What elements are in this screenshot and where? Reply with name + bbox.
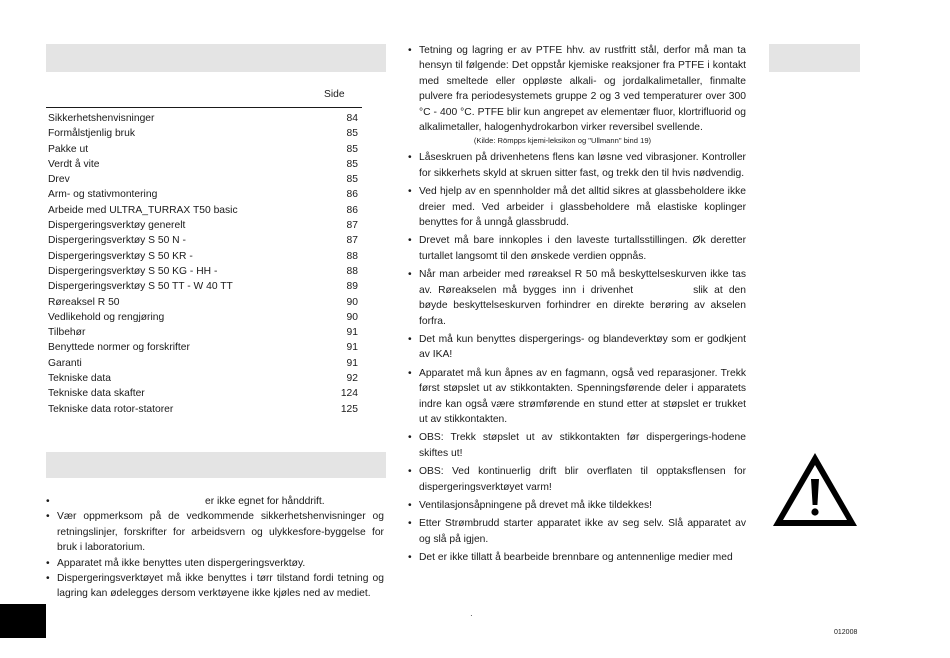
toc-entry-title: Garanti <box>48 357 82 369</box>
toc-entry-page: 124 <box>340 388 358 400</box>
toc-entry <box>48 402 358 417</box>
toc-entry-page: 87 <box>346 235 358 247</box>
toc-side-label: Side <box>324 89 345 100</box>
toc-entry <box>48 340 358 355</box>
toc-entry-page: 88 <box>346 265 358 277</box>
toc-entry-title: Dispergeringsverktøy S 50 TT - W 40 TT <box>48 281 233 293</box>
toc-header-bar <box>46 44 386 72</box>
list-item-obs2: • OBS: Ved kontinuerlig drift blir overflaten til opptaksflensen for dispergeringsverktøyet varm! <box>408 464 746 495</box>
toc-entry-title: Sikkerhetshenvisninger <box>48 113 155 124</box>
toc-entry-page: 87 <box>346 220 358 232</box>
toc-entry-title: Benyttede normer og forskrifter <box>48 342 190 354</box>
table-of-contents <box>48 111 358 417</box>
toc-entry-title: Tilbehør <box>48 327 86 339</box>
toc-entry <box>48 172 358 187</box>
toc-entry <box>48 249 358 264</box>
list-item: • Apparatet må ikke benyttes uten dispergeringsverktøy. <box>46 556 384 571</box>
toc-entry <box>48 157 358 172</box>
toc-entry-title: Dispergeringsverktøy S 50 KR - <box>48 250 193 262</box>
list-item-open: • Apparatet må kun åpnes av en fagmann, også ved reparasjoner. Trekk først støpslet ut av stikkontakten. Spenningsførende deler i apparatets indre kan også være strømførende en stund etter at støpslet er trukket ut av stikkontakten. <box>408 366 746 428</box>
list-item-power: • Etter Strømbrudd starter apparatet ikke av seg selv. Slå apparatet av og slå på igjen. <box>408 516 746 547</box>
toc-entry-page: 125 <box>340 403 358 415</box>
safety-list-left <box>46 494 384 602</box>
toc-entry <box>48 126 358 141</box>
toc-entry-page: 86 <box>346 189 358 201</box>
list-item-vent: • Ventilasjonsåpningene på drevet må ikke tildekkes! <box>408 498 746 513</box>
toc-entry-page: 88 <box>346 250 358 262</box>
toc-entry <box>48 203 358 218</box>
ptfe-source: (Kilde: Römpps kjemi-leksikon og "Ullmann" bind 19) <box>473 136 652 146</box>
toc-entry-page: 85 <box>346 158 358 170</box>
list-item-approved: • Det må kun benyttes dispergerings- og blandeverktøy som er godkjent av IKA! <box>408 332 746 363</box>
toc-entry-title: Dispergeringsverktøy S 50 KG - HH - <box>48 265 218 277</box>
toc-entry-title: Tekniske data <box>48 373 111 385</box>
toc-entry-page: 92 <box>346 373 358 385</box>
toc-entry-title: Dispergeringsverktøy S 50 N - <box>48 235 186 247</box>
toc-entry <box>48 325 358 340</box>
toc-entry-page: 85 <box>346 128 358 140</box>
toc-entry-page: 91 <box>346 327 358 339</box>
toc-entry <box>48 356 358 371</box>
toc-entry <box>48 142 358 157</box>
toc-entry <box>48 187 358 202</box>
cut-mark: · <box>470 611 473 620</box>
toc-entry-page: 89 <box>346 281 358 293</box>
toc-entry-page: 86 <box>346 204 358 216</box>
toc-entry-title: Arm- og stativmontering <box>48 189 158 201</box>
toc-entry <box>48 310 358 325</box>
list-item-speed: • Drevet må bare innkoples i den laveste turtallsstillingen. Øk deretter turtallet langsomt til den ønskede verdien oppnås. <box>408 233 746 264</box>
toc-entry-title: Formålstjenlig bruk <box>48 128 135 140</box>
page-edge-tab <box>0 604 46 638</box>
toc-entry-page: 90 <box>346 296 358 308</box>
toc-entry-title: Verdt å vite <box>48 158 100 170</box>
list-item: • Dispergeringsverktøyet må ikke benyttes i tørr tilstand fordi tetning og lagring kan ødelegges dersom verktøyene ikke kjøles ned av mediet. <box>46 571 384 602</box>
toc-entry-page: 85 <box>346 174 358 186</box>
toc-entry-title: Vedlikehold og rengjøring <box>48 311 165 323</box>
toc-entry <box>48 264 358 279</box>
list-item-flammable: • Det er ikke tillatt å bearbeide brennbare og antennenlige medier med <box>408 550 746 565</box>
list-item-locking: • Låseskruen på drivenhetens flens kan løsne ved vibrasjoner. Kontroller for sikkerhets skyld at skruen sitter fast, og trekk den til hvis nødvendig. <box>408 150 746 181</box>
safety-header-bar <box>46 452 386 478</box>
toc-entry-page: 90 <box>346 311 358 323</box>
toc-entry-title: Arbeide med ULTRA_TURRAX T50 basic <box>48 204 238 216</box>
right-header-bar <box>769 44 860 72</box>
toc-entry-title: Pakke ut <box>48 143 89 155</box>
toc-entry <box>48 233 358 248</box>
toc-entry-page: 91 <box>346 357 358 369</box>
list-item: • er ikke egnet for hånddrift. <box>46 494 384 509</box>
toc-entry <box>48 295 358 310</box>
page-code: 012008 <box>834 629 858 636</box>
toc-entry <box>48 111 358 126</box>
toc-entry-title: Tekniske data rotor-statorer <box>48 403 174 415</box>
toc-entry-title: Dispergeringsverktøy generelt <box>48 220 186 232</box>
list-item-obs1: • OBS: Trekk støpslet ut av stikkontakten før dispergerings-hodene skiftes ut! <box>408 430 746 461</box>
warning-triangle-icon <box>770 450 860 530</box>
toc-entry-title: Tekniske data skafter <box>48 388 145 400</box>
list-item-ptfe: • Tetning og lagring er av PTFE hhv. av rustfritt stål, derfor må man ta hensyn til følgende: Det oppstår kjemiske reaksjoner fra PTFE i kontakt med smeltede eller oppløste alkali- og jordalkalimetaller, finmalte pulvere fra periodesystemets gruppe 2 og 3 ved temperaturer over 300 °C - 400 °C. PTFE blir kun angrepet av elementær fluor, klortrifluorid og alkalimetaller, halogenhydrokarbon virker reversibel svellende. (Kilde: Römpps kjemi-leksikon og "Ullmann" bind 19) <box>408 43 746 147</box>
toc-entry-page: 91 <box>346 342 358 354</box>
toc-entry <box>48 386 358 401</box>
toc-entry-title: Drev <box>48 174 70 186</box>
toc-entry-page: 84 <box>346 113 358 124</box>
list-item: • Vær oppmerksom på de vedkommende sikkerhetshenvisninger og retningslinjer, forskrifter for arbeidsvern og ulykkesfore-byggelse for bruk i laboratorium. <box>46 509 384 555</box>
toc-entry <box>48 279 358 294</box>
toc-rule <box>46 107 362 108</box>
toc-entry-title: Røreaksel R 50 <box>48 296 120 308</box>
toc-entry <box>48 218 358 233</box>
toc-entry <box>48 371 358 386</box>
safety-list-right <box>408 43 746 569</box>
list-item-clamp: • Ved hjelp av en spennholder må det alltid sikres at glassbeholdere ikke dreier med. Ved arbeider i glassbeholdere må elastiske koplinger benyttes for å unngå glassbrudd. <box>408 184 746 230</box>
list-item-stirrer: • Når man arbeider med røreaksel R 50 må beskyttelseskurven ikke tas av. Røreakselen må bygges inn i drivenhet slik at den bøyde beskyttelseskurven forhindrer en direkte berøring av akselen forfra. <box>408 267 746 329</box>
toc-entry-page: 85 <box>346 143 358 155</box>
